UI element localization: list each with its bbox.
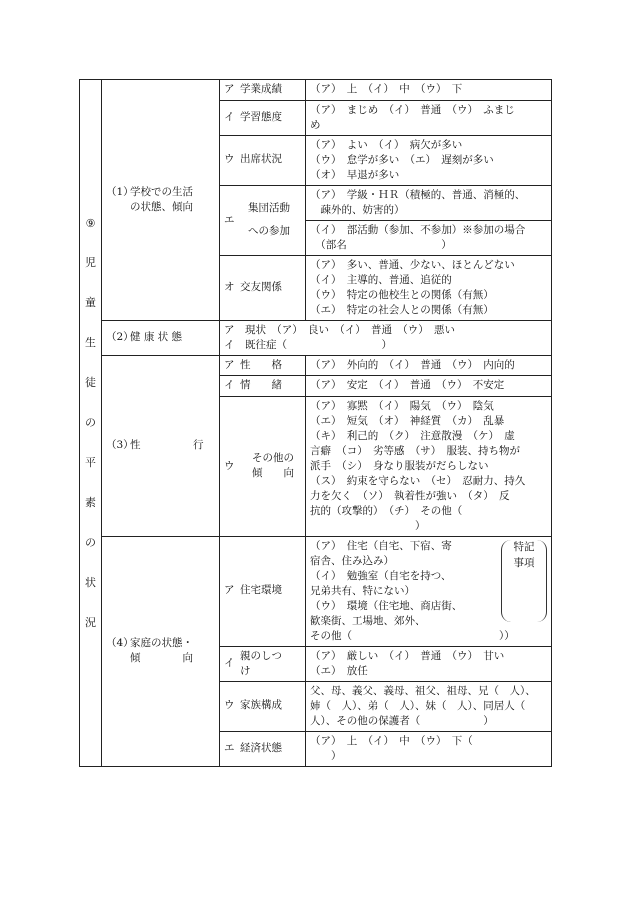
item-label: 家族構成 bbox=[240, 699, 282, 712]
content-line: （ア） まじめ （イ） 普通 （ウ） ふまじ bbox=[310, 103, 515, 116]
content-line: （エ） 放任 bbox=[310, 664, 368, 677]
content-line: 姉（ 人）、弟（ 人）、妹（ 人）、同居人（ bbox=[310, 699, 526, 712]
category-char: 素 bbox=[85, 495, 96, 509]
content-line: （ウ） 環境（住宅地、商店街、 bbox=[310, 599, 463, 612]
section-3-number: （3） bbox=[106, 439, 134, 451]
item-letter: ア bbox=[224, 584, 235, 597]
section-4-title-line: 傾 向 bbox=[130, 652, 193, 664]
content-line: （ア） 住宅（自宅、下宿、寄 bbox=[310, 539, 452, 552]
section-1-title-line: 学校での生活 bbox=[130, 185, 193, 198]
item-label: 学業成績 bbox=[240, 83, 282, 95]
category-char: 童 bbox=[85, 295, 96, 309]
item-s1-o bbox=[220, 255, 306, 320]
content-line: （イ） 部活動（参加、不参加）※参加の場合 bbox=[310, 223, 526, 236]
section-2-title bbox=[102, 320, 220, 355]
content-line: （ス） 約束を守らない （セ） 忍耐力、持久 bbox=[310, 474, 526, 487]
category-char: 況 bbox=[85, 615, 96, 629]
row-s4-a bbox=[80, 536, 552, 646]
section-1-title-line: の状態、傾向 bbox=[130, 200, 193, 213]
item-s4-e bbox=[220, 731, 306, 766]
category-char: の bbox=[85, 415, 96, 429]
item-label: 経済状態 bbox=[240, 741, 282, 754]
item-letter: オ bbox=[224, 280, 235, 293]
content-line: （ア） 上 （イ） 中 （ウ） 下（ bbox=[310, 734, 473, 747]
item-label: への参加 bbox=[248, 225, 290, 237]
item-s3-i bbox=[220, 376, 306, 397]
item-letter: ア bbox=[224, 358, 235, 371]
content-line: （ア） 安定 （イ） 普通 （ウ） 不安定 bbox=[310, 379, 505, 392]
item-label: け bbox=[240, 664, 251, 677]
category-char: 徒 bbox=[85, 375, 96, 389]
item-s1-a bbox=[220, 80, 306, 101]
content-line: その他（ ）） bbox=[310, 629, 515, 642]
content-s3-u bbox=[306, 396, 552, 536]
content-line: （ア） 厳しい （イ） 普通 （ウ） 甘い bbox=[310, 649, 505, 662]
content-s3-i bbox=[306, 376, 552, 397]
item-letter: イ bbox=[224, 379, 235, 391]
item-s4-a bbox=[220, 536, 306, 646]
content-s1-a bbox=[306, 80, 552, 101]
content-line: （エ） 特定の社会人との関係（有無） bbox=[310, 303, 494, 316]
content-line: （イ） 主導的、普通、追従的 bbox=[310, 273, 452, 286]
content-line: （イ） 勉強室（自宅を持つ、 bbox=[310, 569, 452, 582]
category-char: 生 bbox=[85, 335, 96, 349]
item-letter: エ bbox=[224, 741, 235, 754]
content-line: （エ） 短気 （オ） 神経質 （カ） 乱暴 bbox=[310, 414, 505, 427]
section-1-title bbox=[102, 80, 220, 321]
content-line: （キ） 利己的 （ク） 注意散漫 （ケ） 虚 bbox=[310, 429, 515, 442]
content-line: （ア） 上 （イ） 中 （ウ） 下 bbox=[310, 83, 463, 96]
content-line: 力を欠く （ソ） 執着性が強い （タ） 反 bbox=[310, 489, 510, 502]
content-line: 兄弟共有、特にない） bbox=[310, 584, 415, 597]
content-line: ） bbox=[310, 519, 426, 532]
content-line: 父、母、義父、義母、祖父、祖母、兄（ 人）、 bbox=[310, 684, 536, 697]
content-s1-u bbox=[306, 135, 552, 185]
section-3-title bbox=[102, 355, 220, 536]
section-2-number: （2） bbox=[106, 331, 134, 343]
item-s4-u bbox=[220, 681, 306, 731]
content-line: （ア） 外向的 （イ） 普通 （ウ） 内向的 bbox=[310, 358, 515, 371]
section-4-title-line: 家庭の状態・ bbox=[130, 637, 193, 649]
item-label: 情 緒 bbox=[240, 379, 282, 391]
item-letter: イ bbox=[224, 110, 235, 123]
content-s1-i bbox=[306, 100, 552, 135]
item-s1-i bbox=[220, 100, 306, 135]
item-letter: ウ bbox=[224, 459, 235, 472]
category-char: 児 bbox=[85, 255, 96, 269]
item-label: 住宅環境 bbox=[240, 584, 282, 597]
content-s4-i bbox=[306, 646, 552, 681]
item-label: 親のしつ bbox=[240, 649, 282, 662]
special-note-label: 特記 bbox=[513, 540, 535, 553]
category-char: 平 bbox=[85, 455, 96, 469]
item-label: 出席状況 bbox=[240, 153, 282, 166]
content-line: め bbox=[310, 118, 321, 131]
special-note-label: 事項 bbox=[513, 556, 535, 569]
item-s4-i bbox=[220, 646, 306, 681]
housing-block bbox=[310, 539, 547, 644]
item-s1-u bbox=[220, 135, 306, 185]
item-label: 学習態度 bbox=[240, 110, 282, 123]
section-4-title bbox=[102, 536, 220, 766]
item-letter: イ bbox=[224, 657, 235, 669]
content-line: 人）、その他の保護者（ ） bbox=[310, 714, 494, 727]
item-letter: ウ bbox=[224, 153, 235, 166]
item-letter: エ bbox=[224, 213, 235, 226]
row-s3-a bbox=[80, 355, 552, 376]
item-letter: ア bbox=[224, 83, 235, 95]
item-letter: ウ bbox=[224, 699, 235, 712]
category-char: 状 bbox=[85, 575, 96, 589]
row-s1-a bbox=[80, 80, 552, 101]
content-s1-e-a bbox=[306, 185, 552, 220]
content-line: （ア） 寡黙 （イ） 陽気 （ウ） 陰気 bbox=[310, 399, 494, 412]
content-line: ア 現状 （ア） 良い （イ） 普通 （ウ） 悪い bbox=[224, 323, 455, 336]
content-s1-o bbox=[306, 255, 552, 320]
section-3-label: 性 行 bbox=[130, 439, 204, 451]
content-line: （オ） 早退が多い bbox=[310, 168, 400, 181]
content-s3-a bbox=[306, 355, 552, 376]
content-line: （ア） 学級・ＨＲ（積極的、普通、消極的、 bbox=[310, 188, 526, 201]
content-s1-e-b bbox=[306, 220, 552, 255]
special-note-bracket bbox=[501, 540, 547, 622]
content-line: 派手 （シ） 身なり服装がだらしない bbox=[310, 459, 489, 472]
category-cell bbox=[80, 80, 102, 767]
category-number: ⑨ bbox=[85, 216, 96, 230]
section-4-number: （4） bbox=[106, 637, 134, 649]
item-label: 傾 向 bbox=[252, 467, 294, 479]
student-record-table bbox=[79, 79, 552, 767]
item-s3-a bbox=[220, 355, 306, 376]
row-s2 bbox=[80, 320, 552, 355]
content-line: ） bbox=[310, 749, 342, 762]
section-1-number: （1） bbox=[106, 185, 134, 198]
item-s1-e bbox=[220, 185, 306, 255]
item-label: 交友関係 bbox=[240, 280, 282, 293]
content-s4-u bbox=[306, 681, 552, 731]
section-2-label: 健 康 状 態 bbox=[130, 331, 183, 343]
content-line: イ 既往症（ ） bbox=[224, 338, 392, 351]
item-label: 性 格 bbox=[240, 358, 282, 371]
item-s3-u bbox=[220, 396, 306, 536]
content-line: （ウ） 特定の他校生との関係（有無） bbox=[310, 288, 494, 301]
category-char: の bbox=[85, 535, 96, 549]
item-label: その他の bbox=[252, 452, 294, 464]
content-s4-a bbox=[306, 536, 552, 646]
content-line: （ウ） 怠学が多い （エ） 遅刻が多い bbox=[310, 153, 494, 166]
content-s2 bbox=[220, 320, 552, 355]
content-s4-e bbox=[306, 731, 552, 766]
content-line: （部名 ） bbox=[310, 238, 452, 251]
content-line: （ア） 多い、普通、少ない、ほとんどない bbox=[310, 258, 515, 271]
content-line: 歓楽街、工場地、郊外、 bbox=[310, 614, 426, 627]
content-line: 宿舎、住み込み） bbox=[310, 554, 394, 567]
content-line: 抗的（攻撃的） （チ） その他（ bbox=[310, 504, 463, 517]
item-label: 集団活動 bbox=[248, 202, 290, 214]
content-line: 疎外的、妨害的） bbox=[310, 203, 405, 216]
content-line: （ア） よい （イ） 病欠が多い bbox=[310, 138, 463, 151]
content-line: 言癖 （コ） 劣等感 （サ） 服装、持ち物が bbox=[310, 444, 520, 457]
